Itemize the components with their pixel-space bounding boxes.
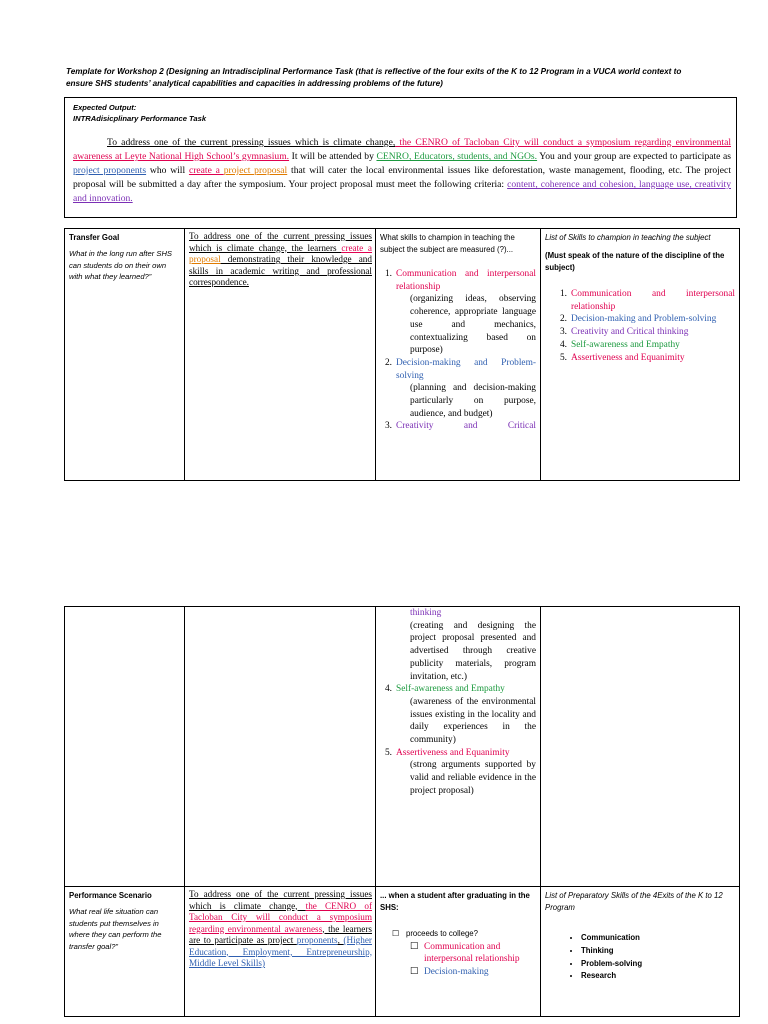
expected-output-label: Expected Output: INTRAdisicplinary Performance Task — [73, 103, 207, 123]
scenario-text-cell: To address one of the current pressing issues which is climate change, the CENRO of Tacloban City will conduct a symposium regarding environmental awareness, the learners are to participate as project proponents, (Higher Education, Employment, Entrepreneurship, Middle Level Skills) — [185, 887, 376, 1017]
skills-continued-cell: thinking (creating and designing the project proposal presented and advertised through creative publicity materials, program invitation, etc.) 4. Self-awareness and Empathy (awareness of the environmental issues existing in the locality and daily experiences in the community) 5. Assertiveness and Equanimity (strong arguments supported by valid and reliable evidence in the project proposal) — [376, 607, 541, 887]
performance-scenario-cell: Performance Scenario What real life situation can students put themselves in where they can perform the transfer goal?” — [65, 887, 185, 1017]
continuation-table — [64, 606, 740, 1017]
transfer-goal-text-cell: To address one of the current pressing issues which is climate change, the learners create a proposal demonstrating their knowledge and skills in academic writing and professional correspondence. — [185, 229, 376, 481]
expected-output-box — [64, 97, 737, 218]
checkbox-icon: ☐ — [410, 941, 419, 952]
transfer-goal-cell: Transfer Goal What in the long run after SHS can students do on their own with what they learned?” — [65, 229, 185, 481]
list-item: • Research — [581, 970, 739, 983]
preparatory-skills-cell: List of Preparatory Skills of the 4Exits of the K to 12 Program • Communication • Thinking • Problem-solving • Research — [541, 887, 740, 1017]
checkbox-icon: ☐ — [392, 929, 399, 938]
page-header — [66, 66, 716, 90]
checkbox-icon: ☐ — [410, 967, 419, 978]
header-line-2: ensure SHS students’ analytical capabilities and capacities in addressing problems of the future) — [66, 79, 443, 88]
list-item: • Communication — [581, 932, 739, 945]
header-line-1: Template for Workshop 2 (Designing an Intradisciplinal Performance Task (that is reflective of the four exits of the K to 12 Program in a VUCA world context to — [66, 67, 682, 76]
task-paragraph: To address one of the current pressing issues which is climate change, the CENRO of Tacloban City will conduct a symposium regarding environmental awareness at Leyte National High School’s gymnasium. It will be attended by CENRO, Educators, students, and NGOs. You and your group are expected to participate as project proponents who will create a project proposal that will cater the local environmental issues like deforestation, waste management, flooding, etc. The project proposal will be submitted a day after the symposium. Your project proposal must meet the following criteria: content, coherence and cohesion, language use, creativity and innovation. — [73, 137, 732, 204]
skills-measured-cell: What skills to champion in teaching the subject the subject are measured (?)... 1. Communication and interpersonal relationship (organizing ideas, observing coherence, appropriate language use and mechanics, contextualizing based on purpose) 2. Decision-making and Problem-solving (planning and decision-making particularly on purpose, audience, and budget) 3. Creativity and Critical — [376, 229, 541, 481]
preparatory-skills-list — [541, 932, 739, 983]
skills-list-cell: List of Skills to champion in teaching the subject (Must speak of the nature of the discipline of the subject) 1. Communication and interpersonal relationship 2. Decision-making and Problem-solving 3. Creativity and Critical thinking 4. Self-awareness and Empathy 5. Assertiveness and Equanimity — [541, 229, 740, 481]
transfer-goal-table — [64, 228, 740, 481]
list-item: • Problem-solving — [581, 958, 739, 971]
list-item: • Thinking — [581, 945, 739, 958]
graduate-exits-cell: ... when a student after graduating in the SHS: ☐ proceeds to college? ☐ Communication and interpersonal relationship ☐ Decision-making — [376, 887, 541, 1017]
